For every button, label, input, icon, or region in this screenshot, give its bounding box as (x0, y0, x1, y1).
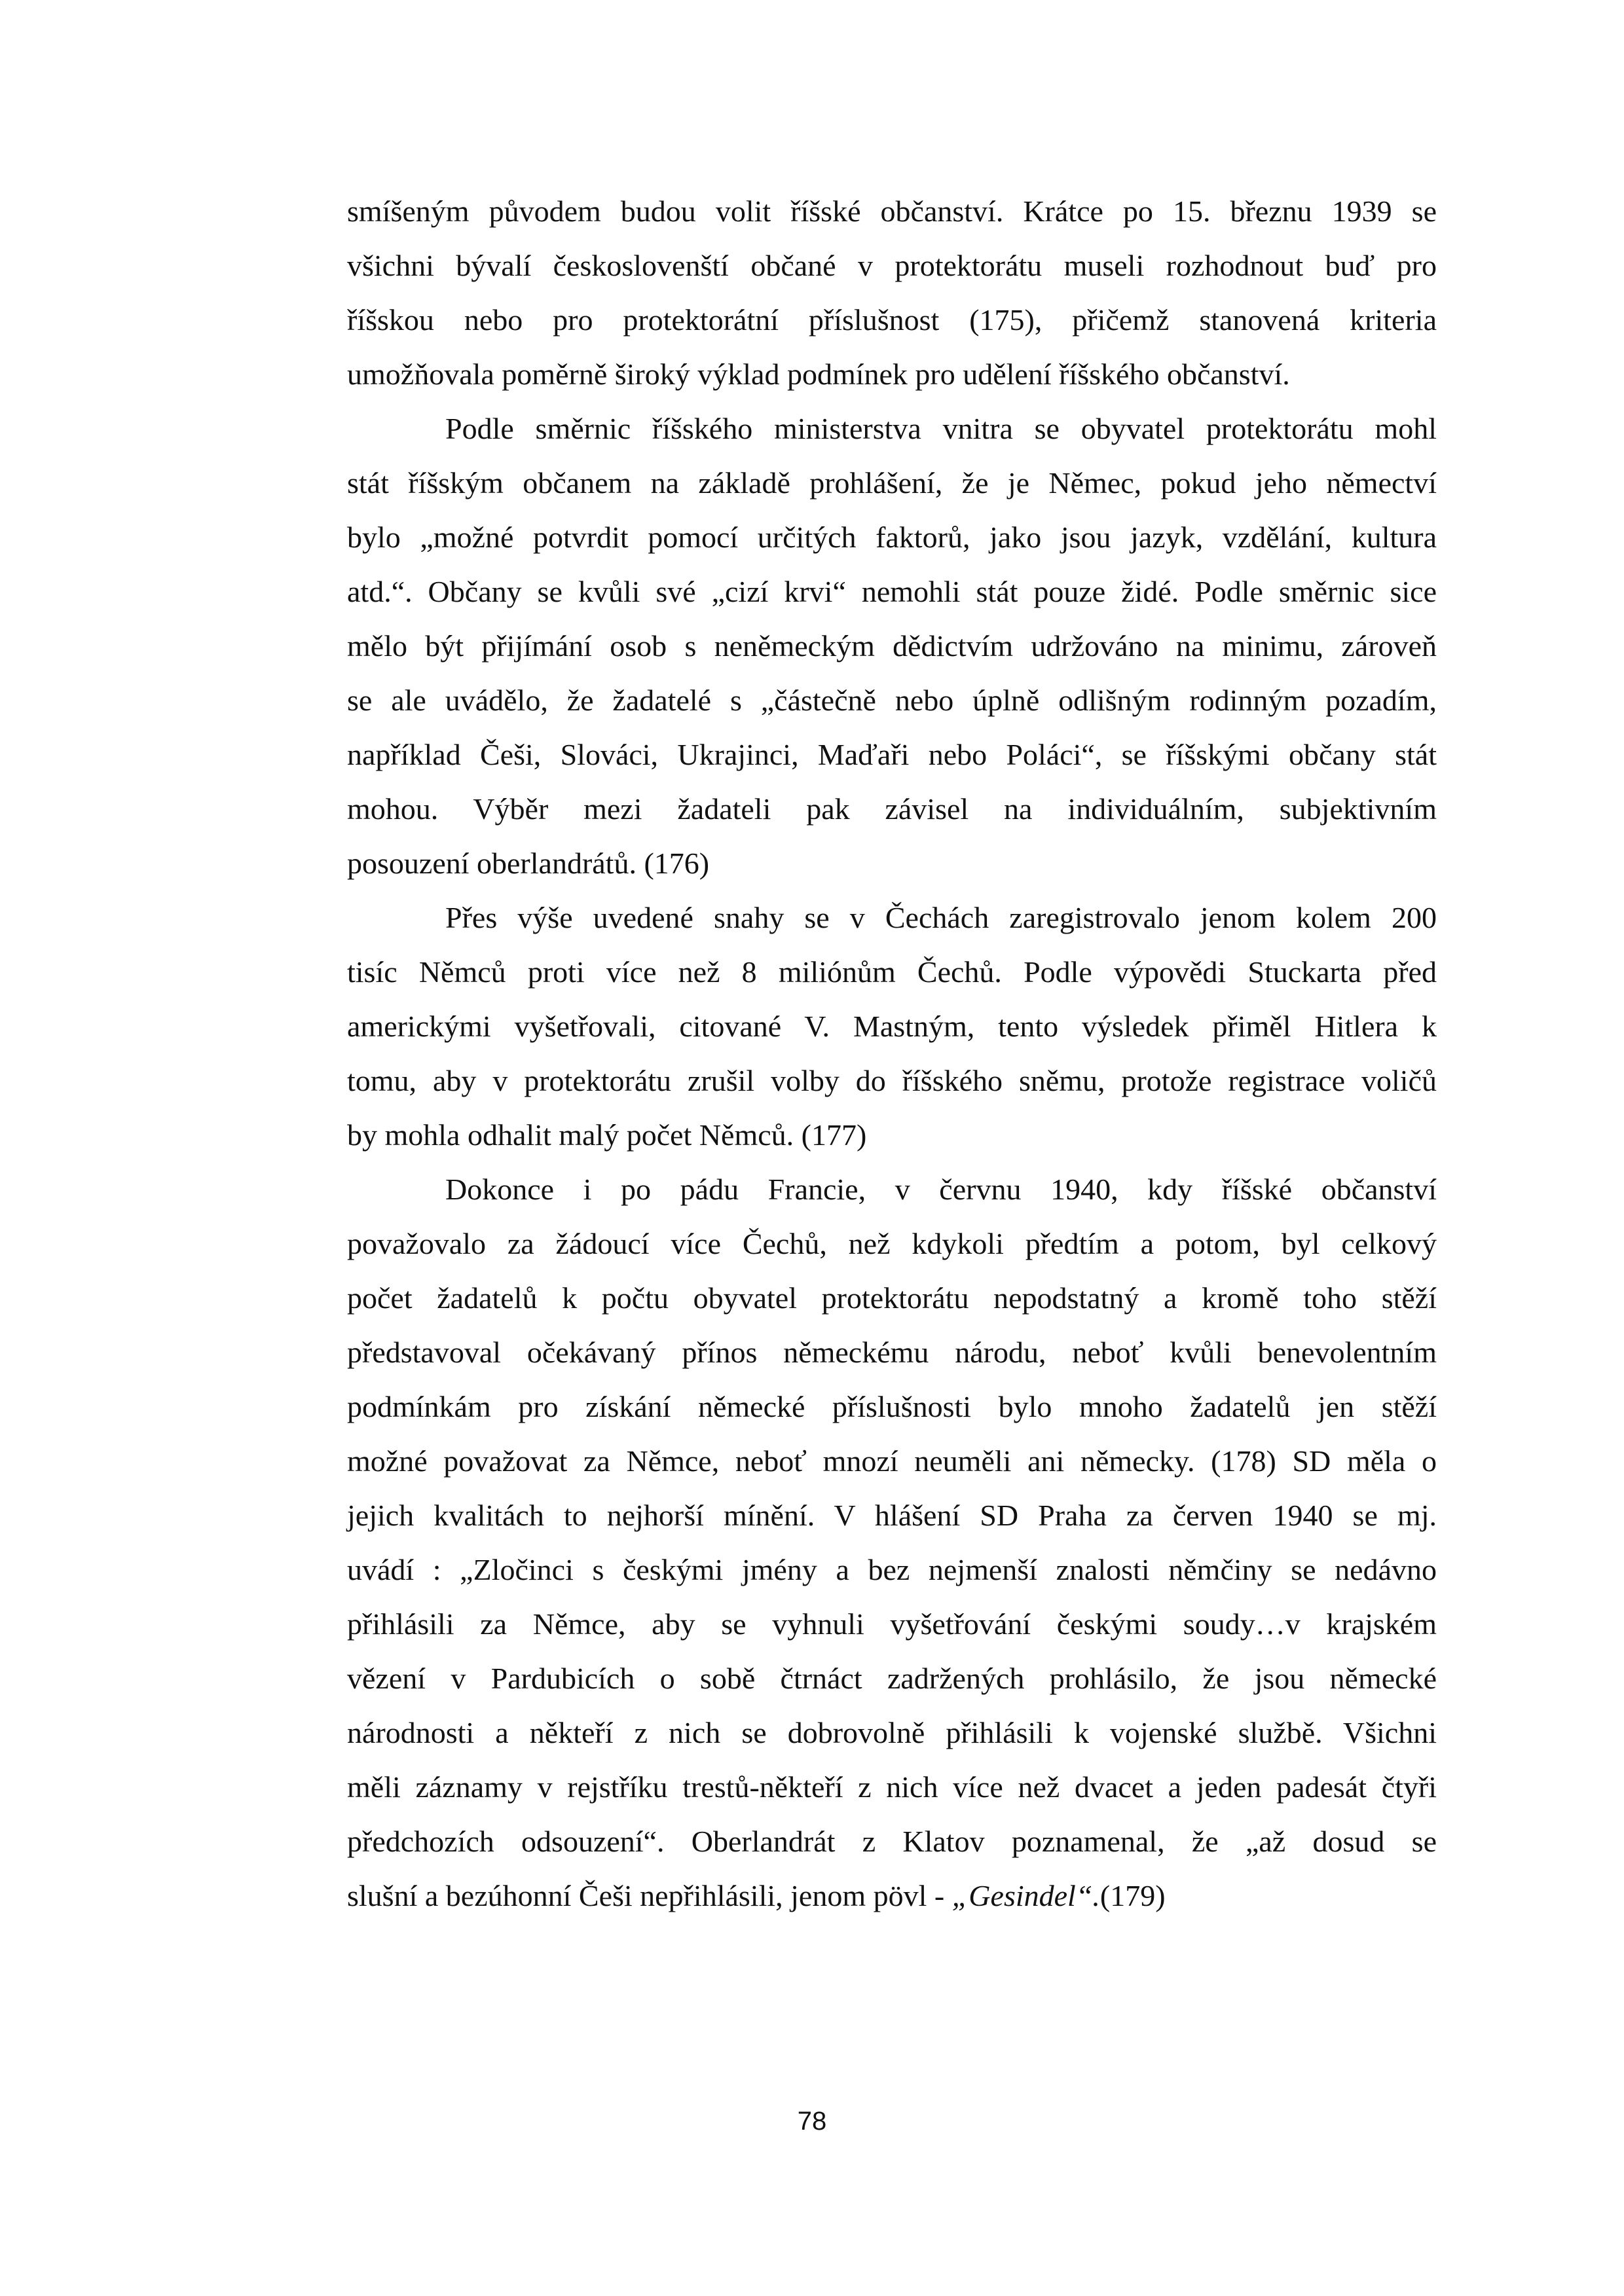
text-line: mělo být přijímání osob s neněmeckým dědictvím udržováno na minimu, zároveň (347, 629, 1437, 663)
text-line: jejich kvalitách to nejhorší mínění. V hlášení SD Praha za červen 1940 se mj. (347, 1499, 1437, 1532)
text-line: například Češi, Slováci, Ukrajinci, Maďaři nebo Poláci“, se říšskými občany stát (347, 738, 1437, 771)
text-line: Přes výše uvedené snahy se v Čechách zaregistrovalo jenom kolem 200 (445, 901, 1437, 934)
text-line: stát říšským občanem na základě prohlášení, že je Němec, pokud jeho němectví (347, 466, 1437, 500)
text-line: představoval očekávaný přínos německému národu, neboť kvůli benevolentním (347, 1336, 1437, 1369)
text-line: americkými vyšetřovali, citované V. Mastným, tento výsledek přiměl Hitlera k (347, 1010, 1437, 1043)
text-line: vězení v Pardubicích o sobě čtrnáct zadržených prohlásilo, že jsou německé (347, 1662, 1437, 1695)
text-line: mohou. Výběr mezi žadateli pak závisel na individuálním, subjektivním (347, 792, 1437, 826)
text-line: podmínkám pro získání německé příslušnosti bylo mnoho žadatelů jen stěží (347, 1390, 1437, 1423)
text-line: všichni bývalí českoslovenští občané v protektorátu museli rozhodnout buď pro (347, 249, 1437, 282)
text-line: předchozích odsouzení“. Oberlandrát z Klatov poznamenal, že „až dosud se (347, 1825, 1437, 1858)
text-line: atd.“. Občany se kvůli své „cizí krvi“ nemohli stát pouze židé. Podle směrnic sice (347, 575, 1437, 608)
text-line: posouzení oberlandrátů. (176) (347, 847, 710, 880)
text-line: počet žadatelů k počtu obyvatel protektorátu nepodstatný a kromě toho stěží (347, 1281, 1437, 1315)
page-number: 78 (797, 2107, 827, 2136)
text-line: považovalo za žádoucí více Čechů, než kdykoli předtím a potom, byl celkový (347, 1227, 1437, 1260)
text-segment: slušní a bezúhonní Češi nepřihlásili, jenom pövl - (347, 1879, 952, 1912)
italic-quote: „Gesindel“. (951, 1879, 1100, 1912)
text-line: Podle směrnic říšského ministerstva vnitra se obyvatel protektorátu mohl (445, 412, 1437, 445)
text-line: smíšeným původem budou volit říšské občanství. Krátce po 15. březnu 1939 se (347, 194, 1437, 228)
text-line: se ale uvádělo, že žadatelé s „částečně nebo úplně odlišným rodinným pozadím, (347, 683, 1437, 717)
citation-number: (179) (1099, 1879, 1166, 1912)
text-line: národnosti a někteří z nich se dobrovolně přihlásili k vojenské službě. Všichni (347, 1716, 1437, 1749)
text-line: uvádí : „Zločinci s českými jmény a bez nejmenší znalosti němčiny se nedávno (347, 1553, 1437, 1586)
text-line: tisíc Němců proti více než 8 miliónům Čechů. Podle výpovědi Stuckarta před (347, 955, 1437, 989)
text-line: by mohla odhalit malý počet Němců. (177) (347, 1118, 867, 1152)
text-line: přihlásili za Němce, aby se vyhnuli vyšetřování českými soudy…v krajském (347, 1607, 1437, 1641)
text-line (347, 1876, 1437, 1916)
text-line: bylo „možné potvrdit pomocí určitých faktorů, jako jsou jazyk, vzdělání, kultura (347, 520, 1437, 554)
text-line: Dokonce i po pádu Francie, v červnu 1940, kdy říšské občanství (445, 1173, 1437, 1206)
text-line: umožňovala poměrně široký výklad podmínek pro udělení říšského občanství. (347, 357, 1290, 391)
text-line: možné považovat za Němce, neboť mnozí neuměli ani německy. (178) SD měla o (347, 1444, 1437, 1478)
text-line: říšskou nebo pro protektorátní příslušnost (175), přičemž stanovená kriteria (347, 303, 1437, 337)
text-line: tomu, aby v protektorátu zrušil volby do říšského sněmu, protože registrace voličů (347, 1064, 1437, 1097)
text-line: měli záznamy v rejstříku trestů-někteří z nich více než dvacet a jeden padesát čtyři (347, 1770, 1437, 1804)
